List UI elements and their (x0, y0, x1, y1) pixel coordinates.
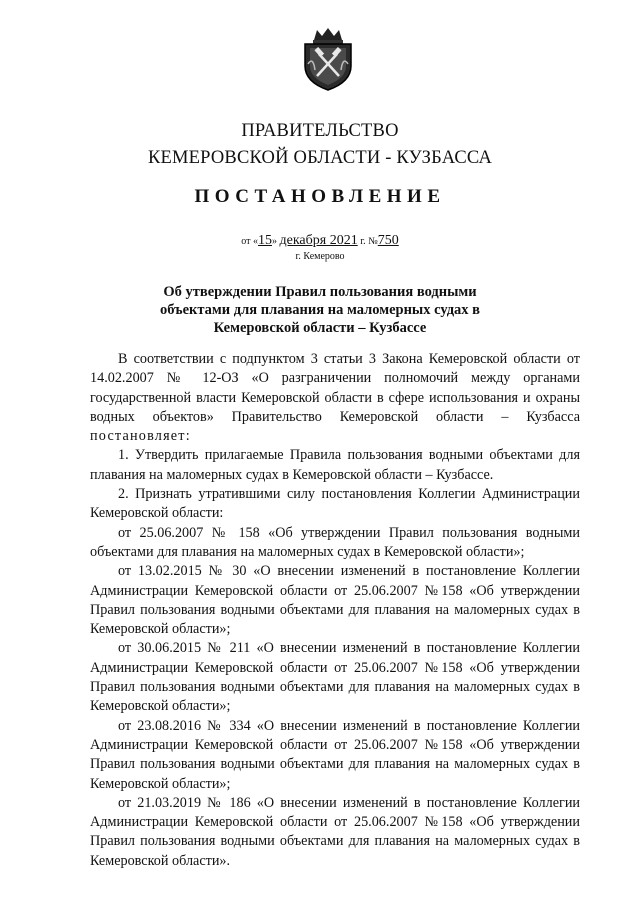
date-month-year: декабря 2021 (279, 233, 358, 248)
paragraph-item-1: 1. Утвердить прилагаемые Правила пользования водными объектами для плавания на маломерных судах в Кемеровской области – Кузбассе. (90, 447, 580, 483)
title-line: Об утверждении Правил пользования водными (163, 284, 477, 300)
city: г. Кемерово (295, 251, 345, 262)
title-line: объектами для плавания на маломерных судах в (159, 302, 481, 318)
title-line: Кемеровской области – Кузбассе (213, 320, 427, 336)
document-date-number (0, 233, 640, 249)
date-day: 15 (258, 233, 272, 248)
document-title (150, 283, 490, 337)
document-type: ПОСТАНОВЛЕНИЕ (194, 186, 446, 207)
paragraph-repealed-4: от 23.08.2016 № 334 «О внесении изменений в постановление Коллегии Администрации Кемеровской области от 25.06.2007 №158 «Об утверждении Правил пользования водными объектами для плавания на маломерных судах в Кемеровской области»; (90, 717, 580, 792)
org-name-line1: ПРАВИТЕЛЬСТВО (241, 121, 399, 141)
date-year-suffix: г. (360, 236, 366, 247)
paragraph-repealed-2: от 13.02.2015 № 30 «О внесении изменений в постановление Коллегии Администрации Кемеровской области от 25.06.2007 №158 «Об утверждении Правил пользования водными объектами для плавания на маломерных судах в Кемеровской области»; (90, 563, 580, 638)
paragraph-item-2: 2. Признать утратившими силу постановления Коллегии Администрации Кемеровской области: (90, 486, 580, 522)
paragraph-preamble (90, 350, 580, 446)
paragraph-repealed-5: от 21.03.2019 № 186 «О внесении изменений в постановление Коллегии Администрации Кемеровской области от 25.06.2007 №158 «Об утверждении Правил пользования водными объектами для плавания на маломерных судах в Кемеровской области». (90, 794, 580, 869)
document-number: 750 (377, 233, 399, 248)
date-mid: » (272, 236, 277, 247)
preamble-text: В соответствии с подпунктом 3 статьи 3 Закона Кемеровской области от 14.02.2007 № 12-ОЗ «О разграничении полномочий между органами государственной власти Кемеровской области в сфере использования и охраны водных объектов» Правительство Кемеровской области – Кузбасса (90, 351, 580, 425)
resolves-word: постановляет: (90, 428, 191, 445)
number-prefix: № (368, 236, 378, 247)
coat-of-arms-icon (301, 26, 355, 92)
date-prefix: от « (241, 236, 258, 247)
paragraph-repealed-1: от 25.06.2007 № 158 «Об утверждении Правил пользования водными объектами для плавания на маломерных судах в Кемеровской области»; (90, 524, 580, 560)
document-body (90, 350, 580, 871)
org-name-line2: КЕМЕРОВСКОЙ ОБЛАСТИ - КУЗБАССА (147, 148, 493, 168)
paragraph-repealed-3: от 30.06.2015 № 211 «О внесении изменений в постановление Коллегии Администрации Кемеровской области от 25.06.2007 №158 «Об утверждении Правил пользования водными объектами для плавания на маломерных судах в Кемеровской области»; (90, 640, 580, 715)
